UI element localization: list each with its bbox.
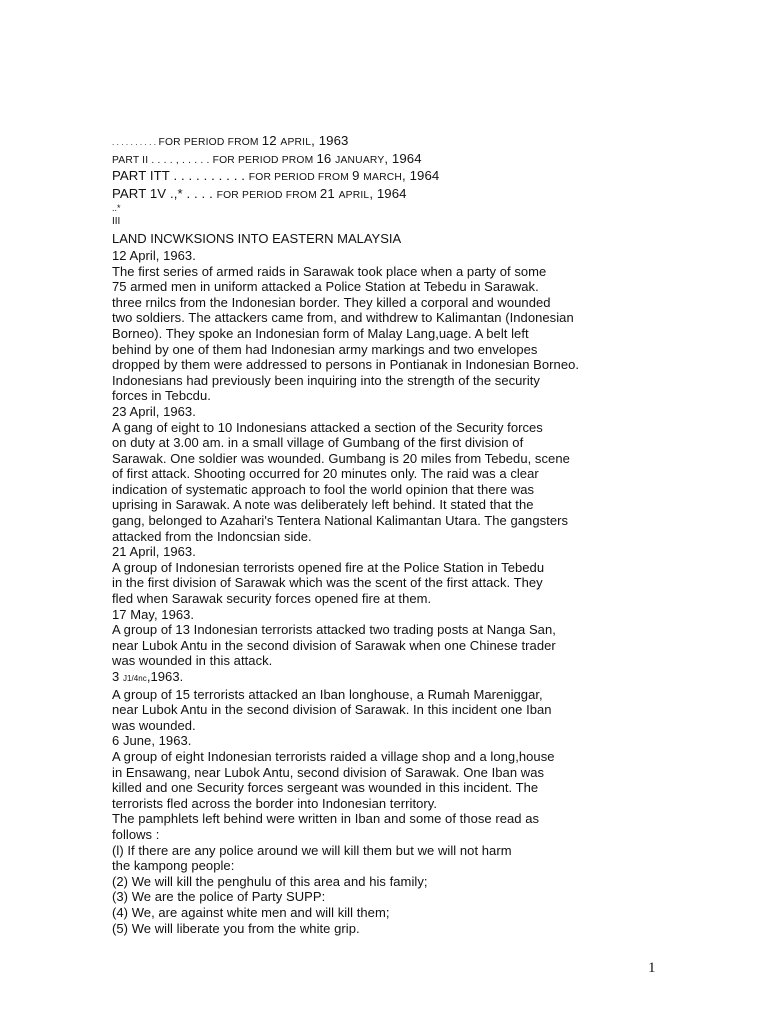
page-number: 1 [648, 960, 656, 976]
period-prefix: PART 1V .,* . . . . [112, 185, 217, 201]
section-title: LAND INCWKSIONS INTO EASTERN MALAYSIA [112, 231, 402, 247]
text-line: 23 April, 1963. [112, 403, 196, 419]
text-line: on duty at 3.00 am. in a small village of Gumbang of the first division of [112, 435, 524, 451]
roman-numeral: III [112, 216, 121, 228]
period-date-num: 16 [316, 150, 336, 166]
text-line: was wounded in this attack. [112, 653, 273, 669]
period-year: , 1964 [369, 185, 407, 201]
text-line: 17 May, 1963. [112, 606, 195, 622]
text-line: near Lubok Antu in the second division of Sarawak when one Chinese trader [112, 637, 556, 653]
period-year: , 1964 [402, 168, 440, 184]
text-line: forces in Tebcdu. [112, 388, 211, 404]
text-line: killed and one Security forces sergeant was wounded in this incident. The [112, 780, 539, 796]
text-line: 12 April, 1963. [112, 247, 196, 263]
tick-mark: ..* [112, 203, 121, 214]
period-prefix: . . . . . . . . . . [112, 138, 159, 147]
text-line: three rnilcs from the Indonesian border. They killed a corporal and wounded [112, 294, 551, 310]
text-line: two soldiers. The attackers came from, and withdrew to Kalimantan (Indonesian [112, 310, 574, 326]
text-line: indication of systematic approach to fool the world opinion that there was [112, 481, 535, 497]
period-line [112, 133, 672, 151]
period-year: , 1963 [311, 133, 349, 148]
text-line: uprising in Sarawak. A note was deliberately left behind. It stated that the [112, 497, 534, 513]
text-line: in Ensawang, near Lubok Antu, second division of Sarawak. One Iban was [112, 764, 545, 780]
text-line: A gang of eight to 10 Indonesians attacked a section of the Security forces [112, 419, 543, 435]
period-date-month: APRIL [280, 137, 312, 148]
text-line: (l) If there are any police around we will kill them but we will not harm [112, 842, 512, 858]
period-date-num: 12 [261, 133, 281, 148]
period-date-month: JANUARY [335, 154, 385, 166]
period-line [112, 168, 672, 186]
period-line [112, 186, 672, 204]
text-line: Sarawak. One soldier was wounded. Gumbang is 20 miles from Tebedu, scene [112, 450, 570, 466]
text-line: (4) We, are against white men and will kill them; [112, 904, 390, 920]
date-part: ,1963. [146, 669, 184, 684]
period-year: , 1964 [384, 150, 422, 166]
text-line: A group of Indonesian terrorists opened fire at the Police Station in Tebedu [112, 559, 545, 575]
text-line: the kampong people: [112, 858, 235, 874]
text-line: 75 armed men in uniform attacked a Police Station at Tebedu in Sarawak. [112, 279, 539, 295]
date-part: J1/4nc [122, 674, 147, 683]
text-line: attacked from the Indoncsian side. [112, 528, 312, 544]
text-line: 21 April, 1963. [112, 544, 196, 560]
text-line: in the first division of Sarawak which was the scent of the first attack. They [112, 575, 543, 591]
text-line: 6 June, 1963. [112, 733, 192, 749]
period-label: FOR PERIOD FROM [216, 189, 320, 201]
date-part: 3 [112, 669, 123, 684]
period-label: FOR PERIOD PROM [212, 154, 317, 166]
period-prefix: PART II . . . . , . . . . . [112, 154, 213, 166]
document-header [112, 133, 672, 936]
text-line: (2) We will kill the penghulu of this area and his family; [112, 873, 428, 889]
period-date-num: 21 [319, 185, 339, 201]
period-list [112, 133, 672, 203]
text-line: follows : [112, 826, 160, 842]
text-line: dropped by them were addressed to persons in Pontianak in Indonesian Borneo. [112, 357, 580, 373]
text-line: A group of 13 Indonesian terrorists attacked two trading posts at Nanga San, [112, 622, 556, 638]
text-line: gang, belonged to Azahari's Tentera National Kalimantan Utara. The gangsters [112, 513, 569, 529]
text-line: A group of eight Indonesian terrorists raided a village shop and a long,house [112, 748, 555, 764]
period-date-num: 9 [352, 168, 364, 184]
text-line: (3) We are the police of Party SUPP: [112, 889, 326, 905]
text-line: of first attack. Shooting occurred for 20 minutes only. The raid was a clear [112, 466, 539, 482]
period-date-month: MARCH [363, 172, 403, 184]
text-line: Indonesians had previously been inquiring into the strength of the security [112, 372, 540, 388]
text-line: terrorists fled across the border into Indonesian territory. [112, 795, 438, 811]
period-label: FOR PERIOD FROM [248, 172, 353, 184]
text-line: fled when Sarawak security forces opened fire at them. [112, 591, 432, 607]
text-line: A group of 15 terrorists attacked an Iban longhouse, a Rumah Mareniggar, [112, 686, 543, 702]
text-line: The pamphlets left behind were written in Iban and some of those read as [112, 811, 540, 827]
period-label: FOR PERIOD FROM [158, 137, 262, 148]
period-prefix: PART ITT . . . . . . . . . . [112, 168, 249, 184]
text-line: near Lubok Antu in the second division of Sarawak. In this incident one Iban [112, 702, 552, 718]
text-line: (5) We will liberate you from the white grip. [112, 920, 360, 936]
text-line: Borneo). They spoke an Indonesian form of Malay Lang,uage. A belt left [112, 325, 529, 341]
document-body [112, 248, 672, 936]
text-line: was wounded. [112, 717, 196, 733]
text-line: behind by one of them had Indonesian army markings and two envelopes [112, 341, 538, 357]
date-line [112, 669, 672, 687]
period-line [112, 151, 672, 169]
text-line: The first series of armed raids in Sarawak took place when a party of some [112, 263, 547, 279]
period-date-month: APRIL [338, 189, 370, 201]
